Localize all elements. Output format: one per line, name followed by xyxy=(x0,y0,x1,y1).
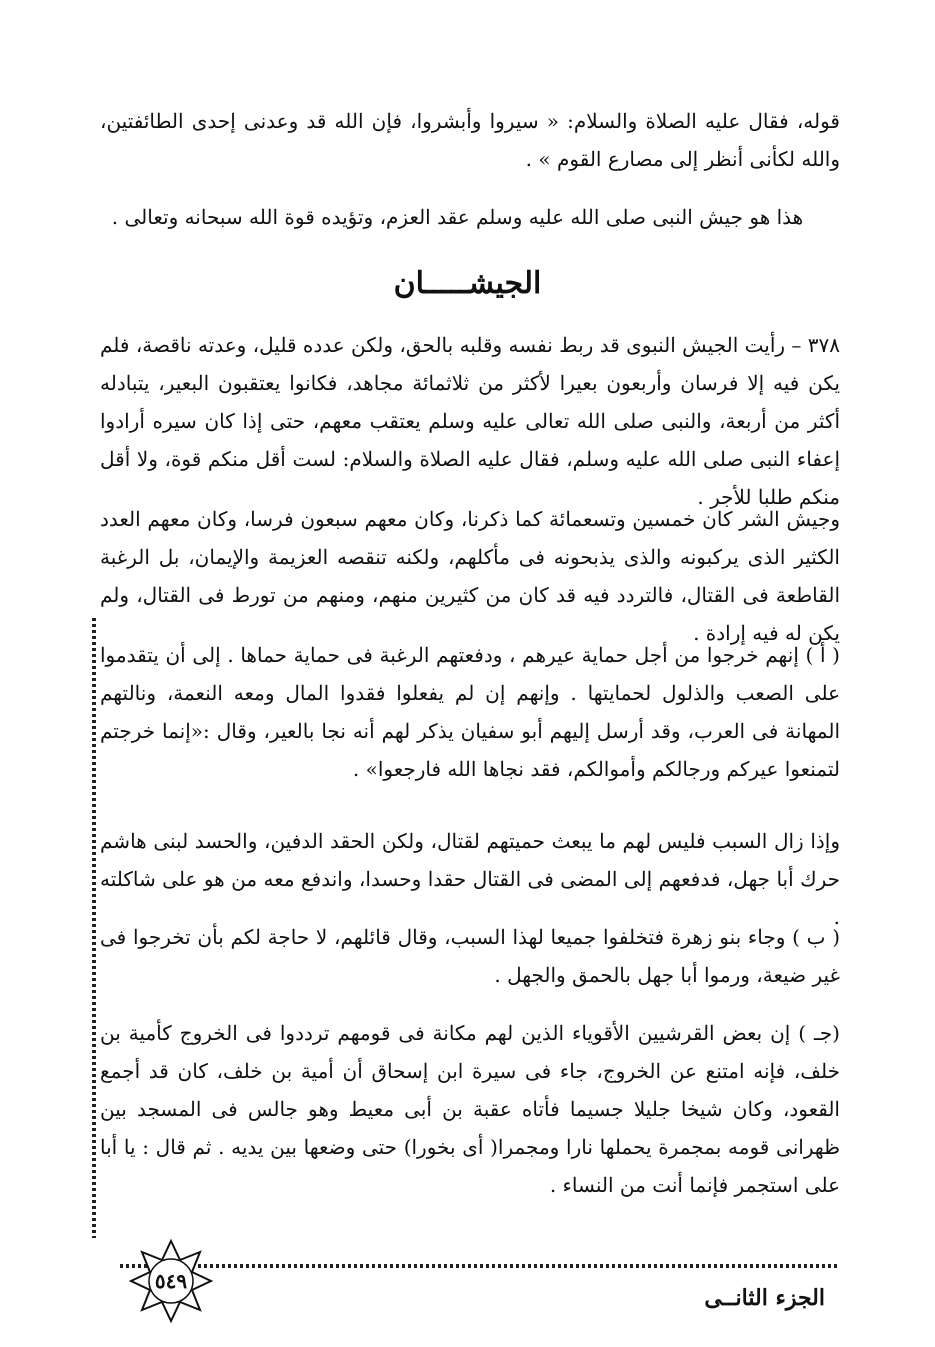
intro-closing-line: هذا هو جيش النبى صلى الله عليه وسلم عقد العزم، وتؤيده قوة الله سبحانه وتعالى . xyxy=(111,205,804,229)
footer-divider xyxy=(120,1264,840,1268)
paragraph-378: ٣٧٨ – رأيت الجيش النبوى قد ربط نفسه وقلبه بالحق، ولكن عدده قليل، وعدته ناقصة، فلم يكن فيه إلا فرسان وأربعون بعيرا لأكثر من ثلاثمائة مجاهد، فكانوا يعتقبون البعير، يتبادله أكثر من أربعة، والنبى صلى الله تعالى عليه وسلم يعتقب معهم، حتى إذا كان سيره أرادوا إعفاء النبى صلى الله عليه وسلم، فقال عليه الصلاة والسلام: لست أقل منكم قوة، ولا أقل منكم طلبا للأجر . xyxy=(100,333,840,509)
intro-paragraph: قوله، فقال عليه الصلاة والسلام: « سيروا وأبشروا، فإن الله قد وعدنى إحدى الطائفتين، والله لكأنى أنظر إلى مصارع القوم » . xyxy=(100,109,840,171)
paragraph-army-of-evil: وجيش الشر كان خمسين وتسعمائة كما ذكرنا، وكان معهم سبعون فرسا، وكان معهم العدد الكثير الذى يركبونه والذى يذبحونه فى مأكلهم، ولكنه تنقصه العزيمة والإيمان، بل الرغبة القاطعة فى القتال، فالتردد فيه قد كان من كثيرين منهم، ومنهم من تورط فى القتال، ولم يكن له فيه إرادة . xyxy=(100,507,840,645)
section-heading: الجيشـــــان xyxy=(393,266,542,301)
paragraph-point-a: ( أ ) إنهم خرجوا من أجل حماية عيرهم ، ودفعتهم الرغبة فى حماية حماها . إلى أن يتقدموا على الصعب والذلول لحمايتها . وإنهم إن لم يفعلوا فقدوا المال ومعه النعمة، ونالتهم المهانة فى العرب، وقد أرسل إليهم أبو سفيان يذكر لهم أنه نجا بالعير، وقال :«إنما خرجتم لتمنعوا عيركم ورجالكم وأموالكم، فقد نجاها الله فارجعوا» . xyxy=(100,643,840,781)
part-label: الجزء الثانــى xyxy=(704,1285,825,1311)
paragraph-point-b: ( ب ) وجاء بنو زهرة فتخلفوا جميعا لهذا السبب، وقال قائلهم، لا حاجة لكم بأن تخرجوا فى غير ضيعة، ورموا أبا جهل بالحمق والجهل . xyxy=(100,925,840,987)
paragraph-cause-removed: وإذا زال السبب فليس لهم ما يبعث حميتهم لقتال، ولكن الحقد الدفين، والحسد لبنى هاشم حرك أبا جهل، فدفعهم إلى المضى فى القتال حقدا وحسدا، واندفع معه من هو على شاكلته . xyxy=(100,829,840,929)
paragraph-point-c: (جـ ) إن بعض القرشيين الأقوياء الذين لهم مكانة فى قومهم ترددوا فى الخروج كأمية بن خلف، فإنه امتنع عن الخروج، جاء فى سيرة ابن إسحاق أن أمية بن خلف، كان قد أجمع القعود، وكان شيخا جليلا جسيما فأتاه عقبة بن أبى معيط وهو جالس فى المسجد بين ظهرانى قومه بمجمرة يحملها نارا ومجمرا( أى بخورا) حتى وضعها بين يديه . ثم قال : يا أبا على استجمر فإنما أنت من النساء . xyxy=(100,1021,840,1197)
side-divider xyxy=(92,618,96,1238)
page-number: ٥٤٩ xyxy=(154,1269,188,1293)
